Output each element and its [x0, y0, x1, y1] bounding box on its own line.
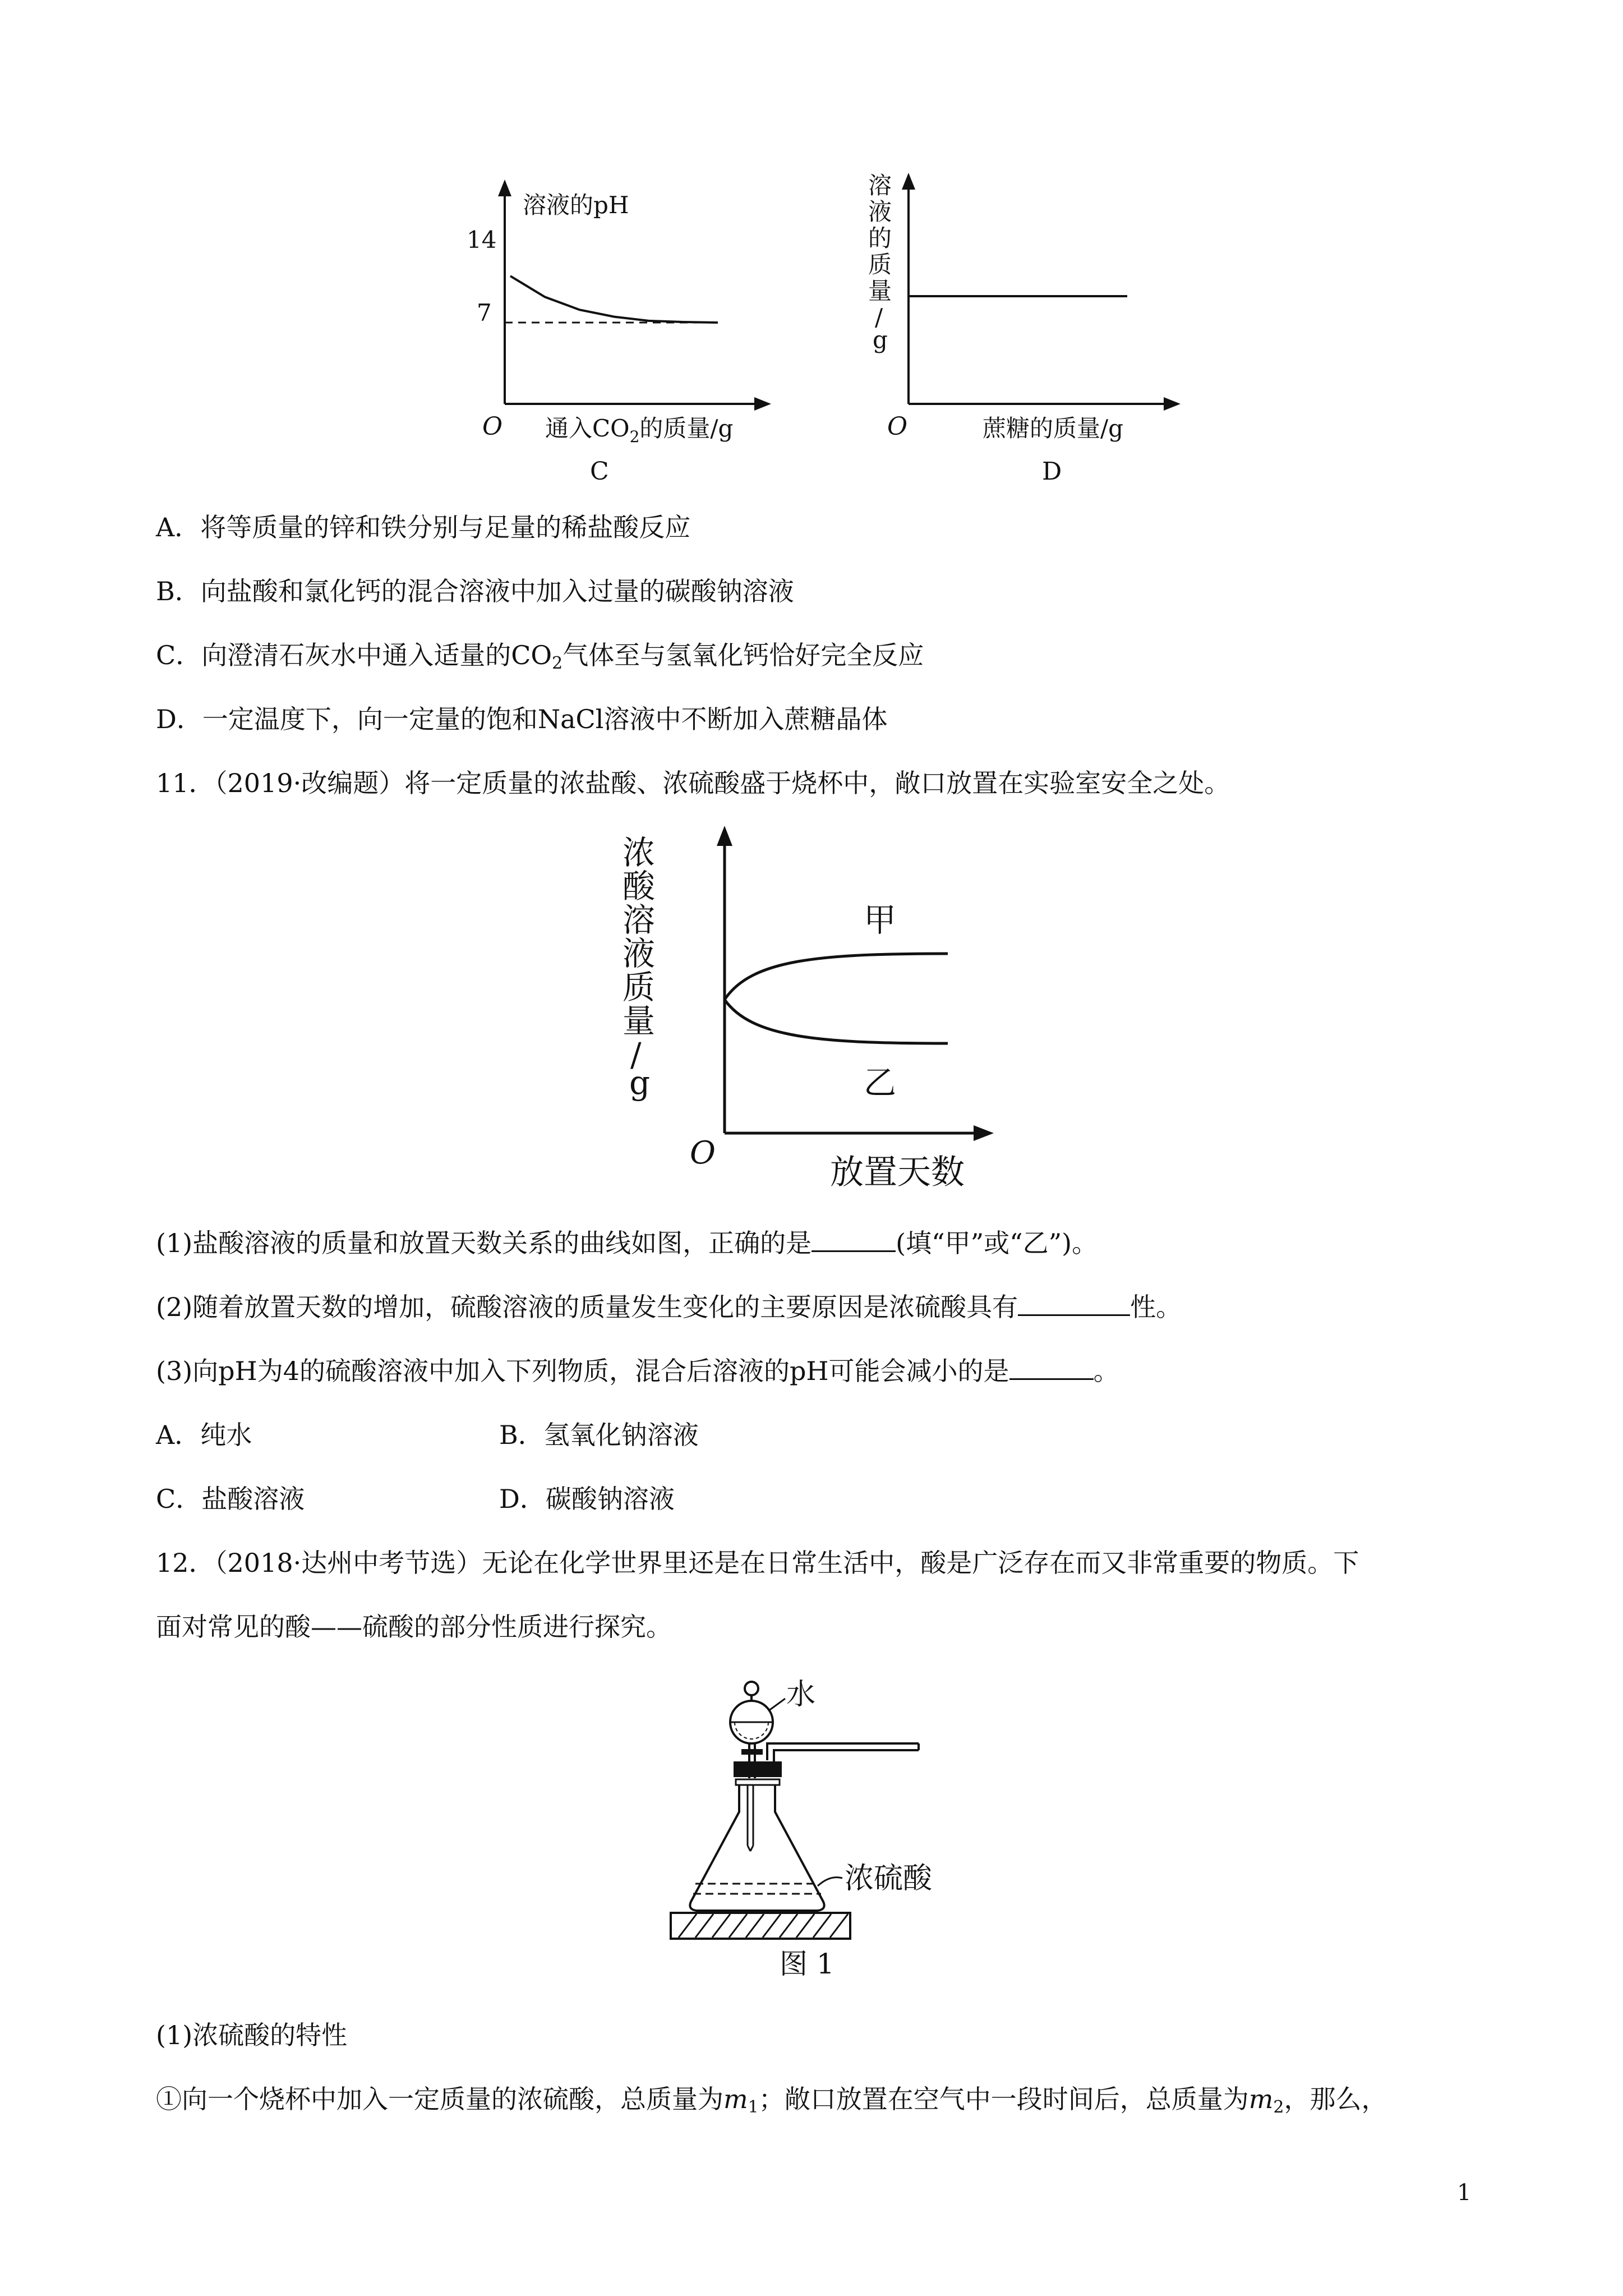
q12-stem-line2: 面对常见的酸——硫酸的部分性质进行探究。	[156, 1612, 672, 1642]
q10-option-d: D．一定温度下，向一定量的饱和NaCl溶液中不断加入蔗糖晶体	[156, 704, 888, 734]
svg-text:的: 的	[868, 224, 892, 252]
q11-part1: (1)盐酸溶液的质量和放置天数关系的曲线如图，正确的是 (填“甲”或“乙”)。	[156, 1228, 1098, 1258]
q11-stem: 11．（2019·改编题）将一定质量的浓盐酸、浓硫酸盛于烧杯中，敞口放置在实验室安全之处。	[156, 768, 1230, 798]
chart-q11-y-arrow	[717, 826, 732, 846]
svg-text:溶: 溶	[868, 172, 892, 199]
chart-c-series-line	[510, 276, 718, 323]
chart-d	[852, 168, 1183, 494]
chart-d-caption: D	[1042, 457, 1062, 486]
chart-c-ytick-14: 14	[467, 226, 497, 254]
chart-q11-series-jia	[725, 954, 948, 1000]
q10-option-c: C．向澄清石灰水中通入适量的$CO_2$气体至与氢氧化钙恰好完全反应	[156, 640, 924, 673]
svg-text:质: 质	[868, 251, 892, 278]
chart-c-origin: O	[482, 412, 503, 441]
q11-option-b: B．氢氧化钠溶液	[499, 1420, 699, 1450]
svg-text:质: 质	[623, 968, 656, 1006]
chart-d-y-arrow	[902, 173, 915, 190]
q11-option-a: A．纯水	[156, 1420, 252, 1450]
svg-text:/: /	[630, 1036, 642, 1074]
chart-q11-ylabel	[623, 834, 656, 1102]
q11-option-c: C．盐酸溶液	[156, 1484, 305, 1514]
flask-stopper	[734, 1761, 782, 1777]
apparatus-figure	[667, 1672, 981, 2008]
q10-option-a: A．将等质量的锌和铁分别与足量的稀盐酸反应	[156, 512, 691, 542]
chart-d-ylabel	[868, 172, 892, 353]
svg-text:/: /	[875, 303, 883, 331]
chart-q11-xlabel: 放置天数	[830, 1153, 965, 1192]
q10-option-b: B．向盐酸和氯化钙的混合溶液中加入过量的碳酸钠溶液	[156, 576, 794, 606]
chart-q11	[617, 819, 1009, 1200]
chart-q11-series-yi	[725, 1000, 948, 1043]
svg-text:浓: 浓	[623, 834, 656, 872]
chart-q11-x-arrow	[974, 1125, 994, 1141]
label-water: 水	[786, 1678, 816, 1711]
chart-d-x-arrow	[1164, 397, 1181, 411]
conical-flask	[690, 1785, 824, 1911]
chart-c-ytick-7: 7	[477, 299, 492, 326]
page-number: 1	[1457, 2180, 1472, 2206]
svg-text:液: 液	[623, 935, 656, 973]
q11-part3: (3)向pH为4的硫酸溶液中加入下列物质，混合后溶液的pH可能会减小的是 。	[156, 1356, 1119, 1386]
q12-part1-item1: ①向一个烧杯中加入一定质量的浓硫酸，总质量为$m_1$；敞口放置在空气中一段时间后，总质量为$m_2$，那么，	[156, 2084, 1387, 2117]
q11-option-d: D．碳酸钠溶液	[499, 1484, 675, 1514]
chart-d-xlabel: 蔗糖的质量/g	[983, 415, 1124, 442]
q11-part2: (2)随着放置天数的增加，硫酸溶液的质量发生变化的主要原因是浓硫酸具有 性。	[156, 1292, 1182, 1322]
chart-c-caption: C	[590, 457, 609, 486]
chart-q11-origin: O	[690, 1135, 716, 1171]
figure-caption: 图 1	[780, 1948, 834, 1980]
chart-q11-label-yi: 乙	[864, 1064, 897, 1102]
svg-text:量: 量	[868, 277, 892, 305]
chart-c-y-arrow	[498, 180, 511, 196]
svg-text:g: g	[629, 1064, 651, 1102]
funnel-stopper	[745, 1682, 758, 1695]
svg-text:酸: 酸	[623, 867, 656, 905]
q12-part1: (1)浓硫酸的特性	[156, 2020, 348, 2050]
svg-text:液: 液	[868, 198, 892, 226]
svg-text:溶: 溶	[623, 901, 656, 939]
chart-c	[460, 168, 774, 494]
chart-c-xlabel: 通入$CO_2$的质量/g	[545, 415, 734, 446]
svg-text:量: 量	[623, 1002, 656, 1040]
label-sulfuric-acid: 浓硫酸	[845, 1862, 933, 1895]
svg-text:g: g	[873, 326, 888, 353]
q12-stem-line1: 12．（2018·达州中考节选）无论在化学世界里还是在日常生活中，酸是广泛存在而又非常重要的物质。下	[156, 1548, 1359, 1578]
chart-q11-label-jia: 甲	[864, 901, 897, 939]
chart-d-origin: O	[887, 412, 908, 441]
chart-c-x-arrow	[754, 397, 771, 411]
chart-c-ylabel: 溶液的pH	[523, 191, 629, 219]
